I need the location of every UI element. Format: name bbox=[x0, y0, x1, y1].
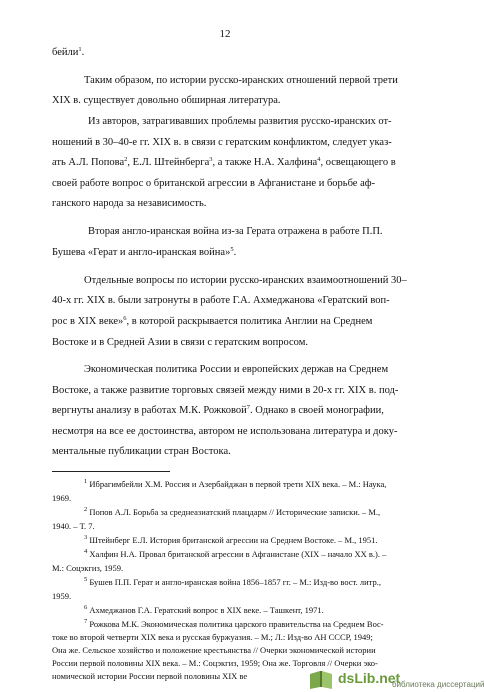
body-line-11: Отдельные вопросы по истории русско-иранских взаимоотношений 30– bbox=[84, 275, 407, 286]
footnote-line-13: Она же. Сельское хозяйство и положение крестьянства // Очерки экономической истории bbox=[52, 645, 376, 655]
page-number: 12 bbox=[219, 28, 231, 40]
footnote-line-10: $^6$ Ахмеджанов Г.А. Гератский вопрос в XIX веке. – Ташкент, 1971. bbox=[84, 604, 324, 615]
body-line-12: 40-х гг. XIX в. были затронуты в работе Г.А. Ахмеджанова «Гератский воп- bbox=[52, 295, 390, 306]
footnote-line-14: России первой половины XIX века. – М.: Соцэкгиз, 1959; Она же. Торговля // Очерки эко- bbox=[52, 658, 378, 668]
body-line-15: Экономическая политика России и европейских держав на Среднем bbox=[84, 364, 389, 375]
body-line-19: ментальные публикации стран Востока. bbox=[52, 446, 231, 457]
footnote-line-11: $^7$ Рожкова М.К. Экономическая политика царского правительства на Среднем Вос- bbox=[84, 618, 384, 629]
footnote-line-8: $^5$ Бушев П.П. Герат и англо-иранская война 1856–1857 гг. – М.: Изд-во вост. литр., bbox=[84, 576, 381, 587]
footnote-line-5: $^3$ Штейнберг Е.Л. История британской агрессии на Среднем Востоке. – М., 1951. bbox=[84, 534, 378, 545]
footnote-line-2: 1969. bbox=[52, 493, 72, 503]
footnote-line-3: $^2$ Попов А.Л. Борьба за среднеазиатский плацдарм // Исторические записки. – М., bbox=[84, 506, 381, 517]
footnote-separator bbox=[52, 471, 170, 472]
footnote-line-9: 1959. bbox=[52, 591, 72, 601]
body-line-7: своей работе вопрос о британской агрессии в Афганистане и борьбе аф- bbox=[52, 178, 376, 189]
body-line-8: ганского народа за независимость. bbox=[52, 198, 207, 209]
footnote-line-1: $^1$ Ибрагимбейли Х.М. Россия и Азербайджан в первой трети XIX века. – М.: Наука, bbox=[84, 478, 387, 489]
watermark bbox=[306, 668, 484, 692]
body-line-10: Бушева «Герат и англо-иранская война»$^5$. bbox=[52, 246, 237, 258]
footnote-line-12: токе во второй четверти XIX века и русская буржуазия. – М.; Л.: Изд-во АН СССР, 1949; bbox=[52, 632, 373, 642]
body-line-13: рос в XIX веке»$^6$, в которой раскрывается политика Англии на Среднем bbox=[52, 315, 373, 327]
footnote-line-6: $^4$ Халфин Н.А. Провал британской агрессии в Афганистане (XIX – начало XX в.). – bbox=[84, 548, 387, 559]
book-logo-icon bbox=[308, 668, 334, 690]
body-line-3: XIX в. существует довольно обширная литература. bbox=[52, 95, 281, 106]
footnote-line-15: номической истории России первой половины XIX ве bbox=[52, 671, 248, 681]
body-line-14: Востоке и в Средней Азии в связи с гератским вопросом. bbox=[52, 337, 308, 348]
body-line-18: несмотря на все ее достоинства, автором не использована литература и доку- bbox=[52, 426, 398, 437]
body-line-17: вергнуты анализу в работах М.К. Рожковой$^7$. Однако в своей монографии, bbox=[52, 404, 384, 416]
body-line-6: ать А.Л. Попова$^2$, Е.Л. Штейнберга$^3$, а также Н.А. Халфина$^4$, освещающего в bbox=[52, 156, 396, 168]
footnote-line-4: 1940. – Т. 7. bbox=[52, 521, 95, 531]
body-line-1: бейли$^1$. bbox=[52, 46, 85, 58]
body-line-9: Вторая англо-иранская война из-за Герата отражена в работе П.П. bbox=[88, 226, 383, 237]
watermark-tagline: библиотека диссертаций bbox=[392, 680, 484, 689]
body-line-4: Из авторов, затрагивавших проблемы развития русско-иранских от- bbox=[88, 116, 392, 127]
body-line-5: ношений в 30–40-е гг. XIX в. в связи с гератским конфликтом, следует указ- bbox=[52, 137, 392, 148]
body-line-2: Таким образом, по истории русско-иранских отношений первой трети bbox=[84, 75, 398, 86]
footnote-line-7: М.: Соцэкгиз, 1959. bbox=[52, 563, 124, 573]
watermark-brand: dsLib.net bbox=[338, 670, 401, 686]
body-line-16: Востоке, а также развитие торговых связей между ними в 20-х гг. XIX в. под- bbox=[52, 385, 399, 396]
